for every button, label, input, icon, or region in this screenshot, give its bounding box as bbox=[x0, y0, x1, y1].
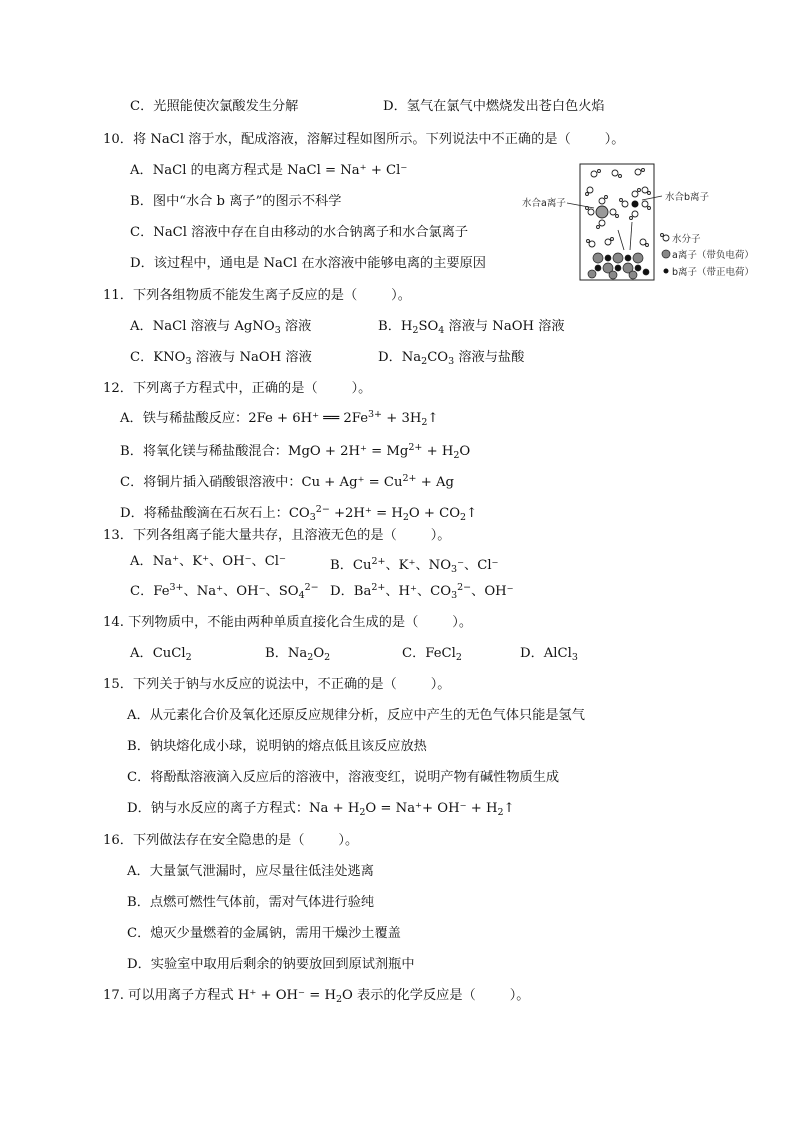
q12-option-a: A．铁与稀盐酸反应：2Fe + 6H⁺ ══ $2Fe^{3+}$ + $3H_2↑$ bbox=[120, 409, 439, 428]
water-molecules bbox=[586, 169, 651, 248]
q16-option-c: C．熄灭少量燃着的金属钠，需用干燥沙土覆盖 bbox=[127, 926, 401, 941]
q13-option-d: D．$Ba^{2+}$、H⁺、$CO_3^{2-}$、OH⁻ bbox=[330, 582, 514, 601]
legend-a-text: a离子（带负电荷） bbox=[672, 250, 754, 261]
q12-option-b: B．将氧化镁与稀盐酸混合：MgO + $2H^+ = Mg^{2+} + H_2O$ bbox=[120, 442, 471, 461]
legend-b-icon bbox=[664, 269, 669, 274]
q10-stem: 10．将 NaCl 溶于水，配成溶液，溶解过程如图所示。下列说法中不正确的是（ ）。 bbox=[103, 132, 625, 147]
q10-option-d: D．该过程中，通电是 NaCl 在水溶液中能够电离的主要原因 bbox=[130, 256, 486, 271]
q14-stem: 14. 下列物质中，不能由两种单质直接化合生成的是（ ）。 bbox=[103, 615, 473, 630]
q15-option-b: B．钠块熔化成小球，说明钠的熔点低且该反应放热 bbox=[127, 739, 427, 754]
legend-water-text: 水分子 bbox=[672, 234, 701, 245]
q15-stem: 15．下列关于钠与水反应的说法中，不正确的是（ ）。 bbox=[103, 677, 451, 692]
q13-option-b: B．$Cu^{2+}$、K⁺、$NO_3^-$、Cl⁻ bbox=[330, 556, 499, 575]
q9-option-c: C．光照能使次氯酸发生分解 bbox=[130, 99, 299, 114]
q13-stem: 13．下列各组离子能大量共存，且溶液无色的是（ ）。 bbox=[103, 528, 451, 543]
legend-a-icon bbox=[662, 250, 670, 258]
q12-option-c: C．将铜片插入硝酸银溶液中：$Cu + Ag^+ = Cu^{2+} + Ag$ bbox=[120, 473, 454, 490]
label-hydrated-b: 水合b离子 bbox=[665, 192, 710, 203]
q16-option-b: B．点燃可燃性气体前，需对气体进行验纯 bbox=[127, 895, 375, 910]
q15-option-c: C．将酚酞溶液滴入反应后的溶液中，溶液变红，说明产物有碱性物质生成 bbox=[127, 770, 560, 785]
q14-option-d: D．AlCl$_3$ bbox=[520, 646, 578, 663]
legend-b-text: b离子（带正电荷） bbox=[672, 267, 755, 278]
q14-option-c: C．FeCl$_2$ bbox=[402, 646, 462, 663]
hydrated-a-ion bbox=[586, 196, 619, 229]
q9-option-d: D．氢气在氯气中燃烧发出苍白色火焰 bbox=[383, 99, 605, 114]
q16-option-d: D．实验室中取用后剩余的钠要放回到原试剂瓶中 bbox=[127, 957, 415, 972]
q10-option-b: B．图中“水合 b 离子”的图示不科学 bbox=[130, 194, 342, 209]
dissolution-figure bbox=[520, 160, 760, 285]
q11-option-c: C．$KNO_3$ 溶液与 NaOH 溶液 bbox=[130, 350, 312, 367]
q15-option-d: D．钠与水反应的离子方程式：$Na + H_2O = Na^++ OH^-$ + $H_2↑$ bbox=[127, 801, 515, 818]
q13-option-a: A．Na⁺、K⁺、OH⁻、Cl⁻ bbox=[130, 554, 286, 569]
q12-stem: 12．下列离子方程式中，正确的是（ ）。 bbox=[103, 381, 372, 396]
legend-water-icon bbox=[661, 234, 670, 242]
q11-option-d: D．$Na_2CO_3$ 溶液与盐酸 bbox=[378, 350, 525, 367]
q14-option-b: B．$Na_2O_2$ bbox=[265, 646, 331, 663]
q17-stem: 17. 可以用离子方程式 $H^+ + OH^- = H_2O$ 表示的化学反应是（ ）。 bbox=[103, 988, 530, 1005]
q11-option-b: B．$H_2SO_4$ 溶液与 NaOH 溶液 bbox=[378, 319, 565, 336]
q11-stem: 11．下列各组物质不能发生离子反应的是（ ）。 bbox=[103, 288, 411, 303]
q12-option-d: D．将稀盐酸滴在石灰石上：$CO_3^{2-} +2H^+ = H_2O$ + $CO_2↑$ bbox=[120, 504, 478, 523]
q15-option-a: A．从元素化合价及氧化还原反应规律分析，反应中产生的无色气体只能是氢气 bbox=[127, 708, 585, 723]
nacl-crystal bbox=[588, 253, 649, 279]
q13-option-c: C．$Fe^{3+}$、Na⁺、OH⁻、$SO_4^{2-}$ bbox=[130, 582, 319, 601]
q10-option-a: A．NaCl 的电离方程式是 NaCl = Na⁺ + Cl⁻ bbox=[130, 163, 408, 178]
label-hydrated-a: 水合a离子 bbox=[522, 198, 566, 209]
q16-option-a: A．大量氯气泄漏时，应尽量往低洼处逃离 bbox=[127, 864, 374, 879]
q11-option-a: A．NaCl 溶液与 AgNO$_3$ 溶液 bbox=[130, 319, 312, 336]
q10-option-c: C．NaCl 溶液中存在自由移动的水合钠离子和水合氯离子 bbox=[130, 225, 469, 240]
q16-stem: 16．下列做法存在安全隐患的是（ ）。 bbox=[103, 833, 359, 848]
q14-option-a: A．CuCl$_2$ bbox=[130, 646, 192, 663]
